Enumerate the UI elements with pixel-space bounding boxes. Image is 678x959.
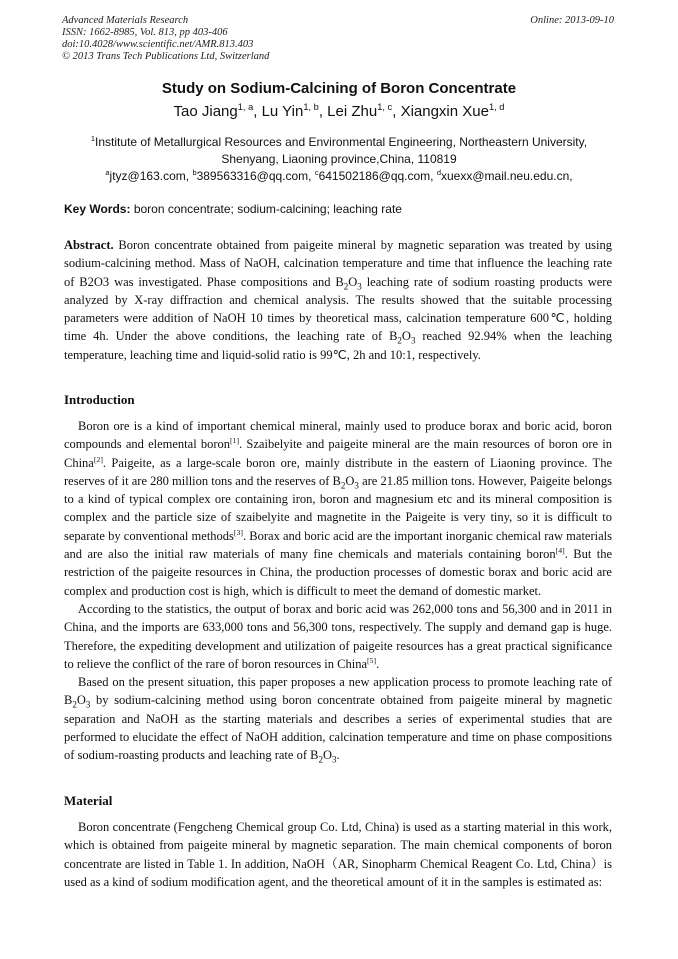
section-heading-introduction: Introduction [64, 392, 135, 407]
journal-name: Advanced Materials Research [62, 15, 189, 26]
formula-b2o3: $B_2O_3$ [389, 329, 416, 346]
email-line: $^a$jtyz@163.com, $^b$389563316@qq.com, $^c$641502186@qq.com, $^d$xuexx@mail.neu.edu.cn, [105, 168, 573, 183]
email: xuexx@mail.neu.edu.cn, [441, 169, 573, 183]
section-heading-material: Material [64, 793, 113, 808]
paragraph: Boron ore is a kind of important chemical mineral, mainly used to produce borax and boric acid, boron compounds and elemental boron[1]. Szaibelyite and paigeite mineral are the main resources of boron ore in China[2]. Paigeite, as a large-scale boron ore, mainly distribute in the eastern of Liaoning province. The reserves of it are 280 million tons and the reserves of $B_2O_3$ are 21.85 million tons. However, Paigeite belongs to a kind of typical complex ore containing iron, boron and magnesium etc and its mineral composition is complex and the particle size of szaibelyite and magnetite in the Paigeite is very tiny, so it is difficult to separate by conventional methods[3]. Borax and boric acid are the important inorganic chemical raw materials and are also the initial raw materials of many fine chemicals and materials containing boron[4]. But the restriction of the paigeite resources in China, the production processes of domestic borax and boric acid are complex and production cost is high, which is difficult to meet the demand of domestic market. [64, 419, 612, 598]
online-date: Online: 2013-09-10 [530, 15, 614, 26]
formula-b2o3: $B_2O_3$ [335, 274, 362, 292]
keywords [64, 202, 402, 216]
paragraph: Boron concentrate (Fengcheng Chemical group Co. Ltd, China) is used as a starting material in this work, which is obtained from paigeite mineral by magnetic separation. The main chemical components of boron concentrate are listed in Table 1. In addition, NaOH（AR, Sinopharm Chemical Reagent Co. Ltd, China）is used as a kind of sodium modification agent, and the theoretical amount of it in the samples is estimated as: [64, 820, 612, 889]
author-sup: 1, c [377, 102, 393, 112]
formula-b2o3: $B_2O_3$ [332, 473, 359, 491]
author-sup: 1, d [488, 102, 505, 112]
doi-line: doi:10.4028/www.scientific.net/AMR.813.403 [62, 39, 254, 50]
paragraph: Based on the present situation, this paper proposes a new application process to promote leaching rate of $B_2O_3$ by sodium-calcining method using boron concentrate obtained from paigeite mineral by magnetic separation and NaOH as the starting materials and describes a series of experimental studies that are performed to elucidate the effect of NaOH addition, calcination temperature and time on phase compositions of sodium-roasting products and leaching rate of $B_2O_3$. [64, 675, 612, 765]
affiliation [0, 134, 678, 185]
author-name: Xiangxin Xue [400, 103, 489, 120]
citation: [2] [93, 454, 103, 464]
citation: [3] [233, 527, 243, 537]
author-sup: 1, b [303, 102, 319, 112]
abstract: Abstract. Boron concentrate obtained from paigeite mineral by magnetic separation was treated by using sodium-calcining method. Mass of NaOH, calcination temperature and time that influence the leaching rate of B2O3 was investigated. Phase compositions and $B_2O_3$ leaching rate of sodium roasting products were analyzed by X-ray diffraction and chemical analysis. The results showed that the suitable processing parameters were addition of NaOH 10 times by theoretical mass, calcination temperature 600℃, holding time 4h. Under the above conditions, the leaching rate of $B_2O_3$ reached 92.94% when the leaching temperature, leaching time and liquid-solid ratio is 99℃, 2h and 10:1, respectively. [64, 238, 613, 362]
formula-b2o3: $B_2O_3$ [310, 748, 337, 765]
journal-header [62, 15, 269, 63]
keywords-text: boron concentrate; sodium-calcining; leaching rate [133, 202, 402, 216]
email: jtyz@163.com, [109, 169, 190, 183]
paragraph: According to the statistics, the output of borax and boric acid was 262,000 tons and 56,300 and in 2011 in China, and the imports are 633,000 tons and 56,300 tons, respectively. The supply and demand gap is huge. Therefore, the expediting development and utilization of paigeite resources has a great practical significance to relieve the conflict of the rare of boron resources in China[5]. [64, 601, 612, 671]
abstract-label: Abstract. [64, 238, 114, 252]
author-sup: 1, a [237, 102, 254, 112]
email: 641502186@qq.com, [318, 169, 434, 183]
citation: [4] [555, 545, 565, 555]
material-body [64, 818, 612, 891]
copyright-line: © 2013 Trans Tech Publications Ltd, Switzerland [62, 51, 270, 62]
keywords-label: Key Words: [64, 202, 131, 216]
affiliation-line-2: Shenyang, Liaoning province,China, 110819 [221, 152, 457, 166]
introduction-body [64, 417, 612, 765]
paper-title: Study on Sodium-Calcining of Boron Concentrate [161, 80, 517, 97]
citation: [1] [230, 436, 240, 446]
email: 389563316@qq.com, [196, 169, 312, 183]
author-name: Lu Yin [261, 103, 304, 120]
author-name: Tao Jiang [173, 103, 238, 120]
affiliation-line-1: $^1$Institute of Metallurgical Resources and Environmental Engineering, Northeastern University, [90, 134, 588, 149]
formula-b2o3: $B_2O_3$ [64, 693, 91, 710]
citation: [5] [367, 655, 377, 665]
issn-line: ISSN: 1662-8985, Vol. 813, pp 403-406 [62, 27, 228, 38]
author-name: Lei Zhu [327, 103, 378, 120]
author-list: Tao Jiang$^{1, a}$, Lu Yin$^{1, b}$, Lei Zhu$^{1, c}$, Xiangxin Xue$^{1, d}$ [173, 102, 505, 120]
